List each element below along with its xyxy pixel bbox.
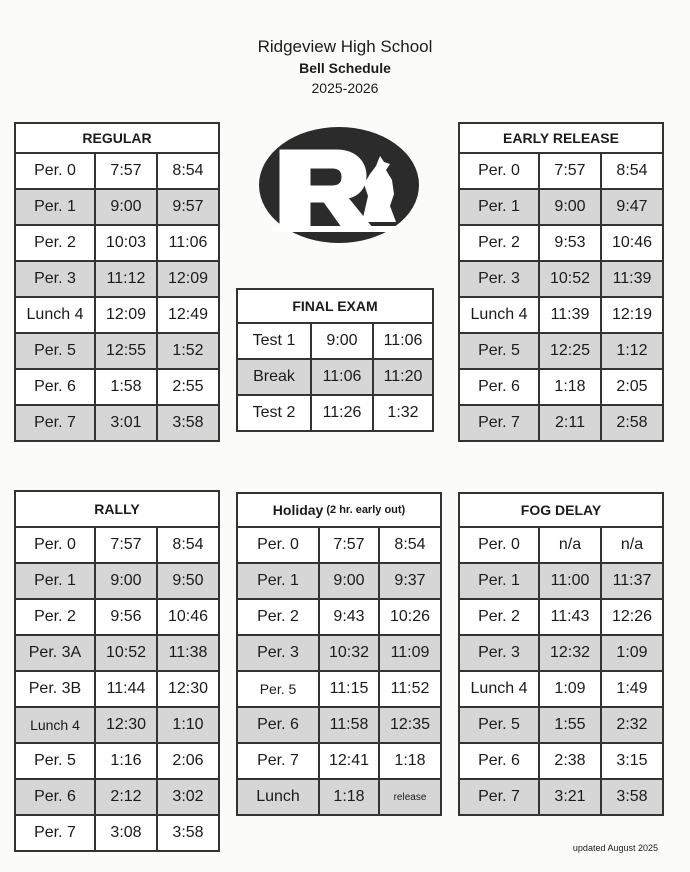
start-time: 12:41 (320, 744, 380, 778)
period-name: Per. 1 (460, 564, 540, 598)
schedule-row (16, 744, 218, 780)
end-time: 3:02 (172, 788, 204, 805)
school-name: Ridgeview High School (257, 37, 433, 56)
end-time: 12:26 (611, 608, 653, 625)
end-time: 2:58 (616, 414, 648, 431)
schedule-title-text: REGULAR (82, 130, 152, 146)
schedule-holiday (236, 492, 442, 816)
start-time: 1:18 (540, 370, 602, 404)
end-time: 2:05 (616, 378, 648, 395)
schedule-row (238, 324, 432, 360)
end-time: 12:30 (167, 680, 209, 697)
start-time: 12:09 (96, 298, 158, 332)
start-time: 10:32 (320, 636, 380, 670)
start-time: 2:38 (540, 744, 602, 778)
document-title: Bell Schedule (299, 60, 391, 76)
end-time: 3:58 (172, 824, 204, 841)
start-time: 9:00 (96, 190, 158, 224)
schedule-row (16, 370, 218, 406)
end-time: 8:54 (172, 536, 204, 553)
schedule-row (16, 226, 218, 262)
document-header (0, 36, 690, 98)
schedule-row (16, 262, 218, 298)
schedule-row (16, 672, 218, 708)
end-time: 1:09 (616, 644, 648, 661)
end-time: 8:54 (394, 536, 426, 553)
start-time: 7:57 (320, 528, 380, 562)
start-time: 12:55 (96, 334, 158, 368)
end-time: 1:18 (394, 752, 426, 769)
schedule-row (16, 406, 218, 440)
end-time: 1:10 (172, 716, 204, 733)
schedule-title (238, 290, 432, 324)
period-name: Lunch 4 (16, 298, 96, 332)
end-time: 3:58 (616, 788, 648, 805)
schedule-row (460, 564, 662, 600)
schedule-title-text: RALLY (94, 501, 140, 517)
period-name: Per. 3B (16, 672, 96, 706)
period-name: Per. 6 (460, 744, 540, 778)
end-time: 1:32 (387, 404, 419, 421)
schedule-row (460, 406, 662, 440)
end-time: 11:20 (383, 368, 423, 385)
start-time: 3:08 (96, 816, 158, 850)
end-time: 1:49 (616, 680, 648, 697)
start-time: 1:58 (96, 370, 158, 404)
start-time: 12:32 (540, 636, 602, 670)
period-name: Per. 0 (238, 528, 320, 562)
schedule-row (16, 154, 218, 190)
start-time: 9:43 (320, 600, 380, 634)
schedule-regular (14, 122, 220, 442)
period-name: Per. 0 (460, 528, 540, 562)
start-time: 11:06 (312, 360, 374, 394)
period-name: Per. 2 (460, 600, 540, 634)
schedule-row (460, 600, 662, 636)
period-name: Per. 6 (16, 780, 96, 814)
period-name: Per. 3 (460, 636, 540, 670)
period-name: Per. 7 (460, 406, 540, 440)
schedule-row (16, 708, 218, 744)
period-name: Per. 6 (16, 370, 96, 404)
period-name: Lunch 4 (16, 708, 96, 742)
schedule-row (16, 298, 218, 334)
end-time: 1:12 (616, 342, 648, 359)
start-time: 10:52 (96, 636, 158, 670)
period-name: Per. 1 (16, 190, 96, 224)
schedule-title-text: FOG DELAY (520, 502, 602, 518)
end-time: 1:52 (172, 342, 204, 359)
start-time: 7:57 (96, 154, 158, 188)
schedule-fog-delay (458, 492, 664, 816)
period-name: Per. 7 (16, 406, 96, 440)
schedule-row (16, 600, 218, 636)
school-year: 2025-2026 (311, 80, 379, 96)
end-time: 9:47 (616, 198, 648, 215)
schedule-title-text: FINAL EXAM (292, 298, 378, 314)
period-name: Lunch 4 (460, 672, 540, 706)
end-time: 11:09 (390, 644, 430, 661)
start-time: 1:55 (540, 708, 602, 742)
schedule-row (238, 636, 440, 672)
start-time: 9:00 (320, 564, 380, 598)
period-name: Per. 7 (238, 744, 320, 778)
start-time: 11:58 (320, 708, 380, 742)
schedule-row (460, 744, 662, 780)
period-name: Per. 1 (238, 564, 320, 598)
start-time: 9:53 (540, 226, 602, 260)
period-name: Per. 2 (16, 600, 96, 634)
schedule-title (460, 494, 662, 528)
period-name: Test 1 (238, 324, 312, 358)
period-name: Per. 3 (238, 636, 320, 670)
start-time: 11:26 (312, 396, 374, 430)
schedule-row (460, 708, 662, 744)
period-name: Per. 5 (16, 334, 96, 368)
schedule-row (16, 564, 218, 600)
schedule-row (238, 528, 440, 564)
end-time: 11:06 (383, 332, 423, 349)
start-time: 3:21 (540, 780, 602, 814)
start-time: 11:00 (540, 564, 602, 598)
end-time: 3:58 (172, 414, 204, 431)
end-time: 11:06 (168, 234, 208, 251)
end-time: 9:37 (394, 572, 426, 589)
start-time: 2:12 (96, 780, 158, 814)
schedule-row (460, 636, 662, 672)
period-name: Per. 5 (238, 672, 320, 706)
schedule-row (460, 370, 662, 406)
schedule-title-text: EARLY RELEASE (503, 130, 619, 146)
period-name: Per. 2 (460, 226, 540, 260)
end-time: 10:46 (167, 608, 209, 625)
start-time: 1:16 (96, 744, 158, 778)
period-name: Per. 3 (16, 262, 96, 296)
updated-note: updated August 2025 (572, 843, 658, 853)
schedule-row (460, 190, 662, 226)
start-time: 12:25 (540, 334, 602, 368)
start-time: 7:57 (540, 154, 602, 188)
period-name: Break (238, 360, 312, 394)
start-time: 7:57 (96, 528, 158, 562)
period-name: Test 2 (238, 396, 312, 430)
schedule-title (16, 492, 218, 528)
schedule-title (16, 124, 218, 154)
schedule-row (460, 226, 662, 262)
start-time: 11:44 (96, 672, 158, 706)
schedule-row (238, 780, 440, 814)
end-time: 9:57 (172, 198, 204, 215)
end-time: 8:54 (616, 162, 648, 179)
period-name: Lunch (238, 780, 320, 814)
school-logo (258, 126, 420, 244)
end-time: 11:37 (612, 572, 652, 589)
schedule-row (238, 600, 440, 636)
end-time: n/a (620, 536, 644, 553)
schedule-row (460, 334, 662, 370)
schedule-row (16, 528, 218, 564)
end-time: 12:19 (611, 306, 653, 323)
start-time: n/a (540, 528, 602, 562)
schedule-row (460, 262, 662, 298)
schedule-row (238, 744, 440, 780)
period-name: Per. 6 (460, 370, 540, 404)
start-time: 10:03 (96, 226, 158, 260)
schedule-title (460, 124, 662, 154)
schedule-row (16, 780, 218, 816)
start-time: 10:52 (540, 262, 602, 296)
end-time: 10:46 (611, 234, 653, 251)
start-time: 2:11 (540, 406, 602, 440)
end-time: 2:32 (616, 716, 648, 733)
end-time: 12:49 (167, 306, 209, 323)
start-time: 1:18 (320, 780, 380, 814)
schedule-row (460, 672, 662, 708)
start-time: 11:12 (96, 262, 158, 296)
schedule-title-note: (2 hr. early out) (326, 504, 406, 516)
period-name: Per. 1 (460, 190, 540, 224)
schedule-row (460, 298, 662, 334)
schedule-row (238, 360, 432, 396)
schedule-row (460, 528, 662, 564)
schedule-final-exam (236, 288, 434, 432)
start-time: 11:15 (320, 672, 380, 706)
schedule-row (238, 396, 432, 430)
schedule-rally (14, 490, 220, 852)
period-name: Per. 3A (16, 636, 96, 670)
end-time: 2:06 (172, 752, 204, 769)
period-name: Per. 6 (238, 708, 320, 742)
start-time: 9:56 (96, 600, 158, 634)
period-name: Per. 2 (238, 600, 320, 634)
schedule-title (238, 494, 440, 528)
end-time: 11:52 (390, 680, 430, 697)
period-name: Per. 0 (16, 154, 96, 188)
end-time: 8:54 (172, 162, 204, 179)
start-time: 9:00 (540, 190, 602, 224)
period-name: Per. 5 (16, 744, 96, 778)
schedule-row (238, 672, 440, 708)
start-time: 12:30 (96, 708, 158, 742)
schedule-row (238, 708, 440, 744)
schedule-early-release (458, 122, 664, 442)
schedule-row (460, 780, 662, 814)
period-name: Per. 2 (16, 226, 96, 260)
end-time: release (393, 791, 427, 803)
schedule-row (238, 564, 440, 600)
end-time: 11:38 (168, 644, 208, 661)
period-name: Lunch 4 (460, 298, 540, 332)
end-time: 11:39 (612, 270, 652, 287)
period-name: Per. 3 (460, 262, 540, 296)
end-time: 12:35 (389, 716, 431, 733)
start-time: 11:39 (540, 298, 602, 332)
start-time: 3:01 (96, 406, 158, 440)
end-time: 3:15 (616, 752, 648, 769)
schedule-row (16, 334, 218, 370)
start-time: 1:09 (540, 672, 602, 706)
end-time: 9:50 (172, 572, 204, 589)
period-name: Per. 0 (16, 528, 96, 562)
schedule-row (16, 816, 218, 850)
end-time: 12:09 (167, 270, 209, 287)
period-name: Per. 0 (460, 154, 540, 188)
end-time: 2:55 (172, 378, 204, 395)
period-name: Per. 5 (460, 708, 540, 742)
end-time: 10:26 (389, 608, 431, 625)
schedule-row (16, 190, 218, 226)
start-time: 9:00 (96, 564, 158, 598)
period-name: Per. 1 (16, 564, 96, 598)
schedule-row (460, 154, 662, 190)
period-name: Per. 7 (16, 816, 96, 850)
start-time: 9:00 (312, 324, 374, 358)
period-name: Per. 7 (460, 780, 540, 814)
schedule-row (16, 636, 218, 672)
schedule-title-text: Holiday (272, 502, 324, 518)
start-time: 11:43 (540, 600, 602, 634)
period-name: Per. 5 (460, 334, 540, 368)
